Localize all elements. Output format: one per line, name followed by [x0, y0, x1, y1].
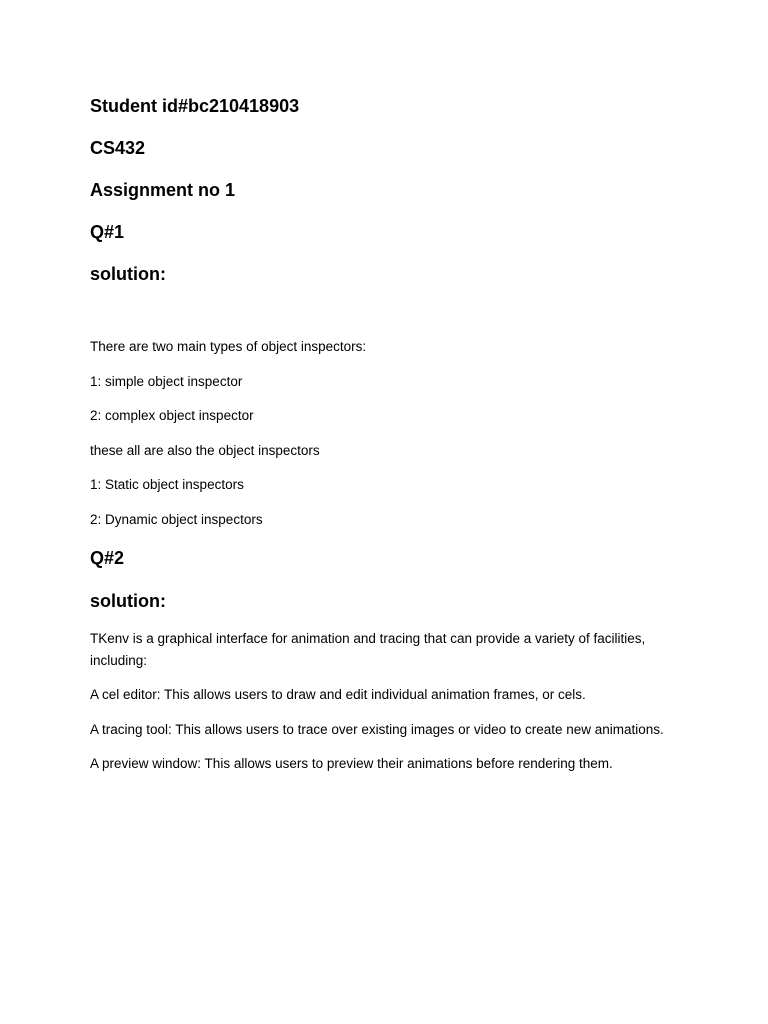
question-2-heading: Q#2 — [90, 548, 125, 568]
list-item: 1: Static object inspectors — [90, 477, 244, 492]
student-id-heading: Student id#bc210418903 — [90, 96, 300, 116]
course-code-heading: CS432 — [90, 138, 146, 158]
list-item: 1: simple object inspector — [90, 374, 243, 389]
list-item: A tracing tool: This allows users to trace over existing images or video to create new animations. — [90, 722, 664, 737]
list-item: 2: Dynamic object inspectors — [90, 512, 263, 527]
question-1-also-intro: these all are also the object inspectors — [90, 443, 320, 458]
question-1-intro: There are two main types of object inspectors: — [90, 339, 367, 354]
list-item: A cel editor: This allows users to draw and edit individual animation frames, or cels. — [90, 687, 586, 702]
question-1-solution-label: solution: — [90, 264, 166, 284]
list-item: A preview window: This allows users to preview their animations before rendering them. — [90, 756, 613, 771]
assignment-title-heading: Assignment no 1 — [90, 180, 236, 200]
question-2-intro: TKenv is a graphical interface for animation and tracing that can provide a variety of facilities, including: — [90, 631, 646, 668]
question-1-heading: Q#1 — [90, 222, 125, 242]
question-2-solution-label: solution: — [90, 591, 166, 611]
list-item: 2: complex object inspector — [90, 408, 254, 423]
